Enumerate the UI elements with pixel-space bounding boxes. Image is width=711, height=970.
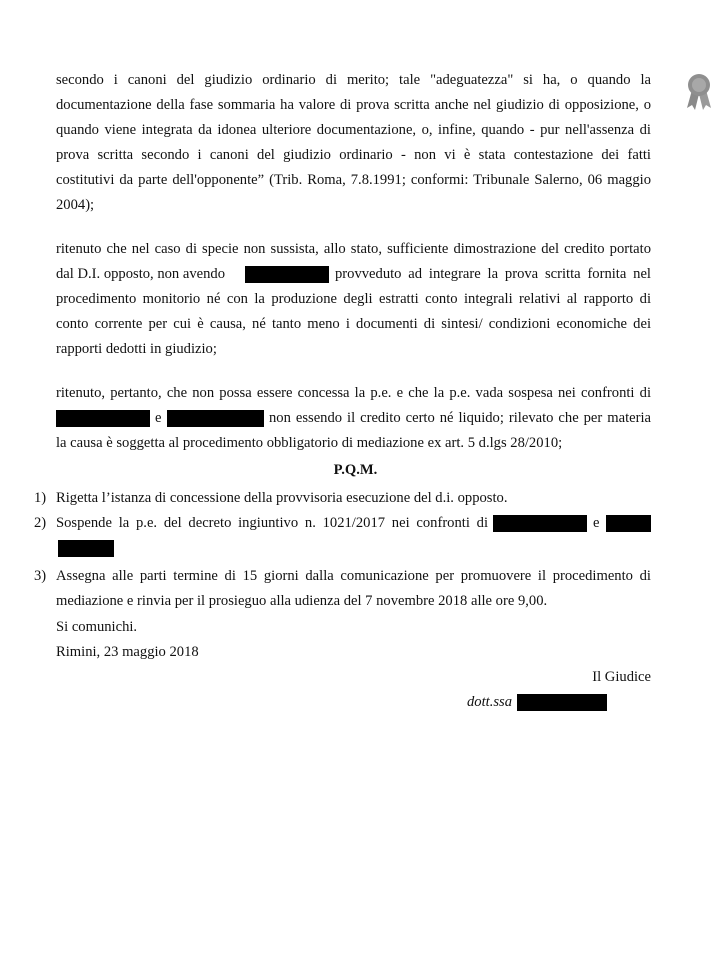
judge-prefix: dott.ssa (467, 694, 513, 710)
redacted-name (245, 266, 329, 283)
text-line: conto corrente per cui è causa, né tanto meno i documenti di sintesi/ condizioni economiche dei (56, 316, 651, 332)
text-line: dal D.I. opposto, non avendo (56, 266, 226, 282)
text-line: documentazione della fase sommaria ha valore di prova scritta anche nel giudizio di opposizione, o (56, 97, 651, 113)
text-line: secondo i canoni del giudizio ordinario di merito; tale "adeguatezza" si ha, o quando la (56, 72, 651, 88)
place-date: Rimini, 23 maggio 2018 (56, 644, 199, 660)
conjunction: e (593, 515, 600, 531)
closing-text: Si comunichi. (56, 619, 138, 635)
text-line: ritenuto che nel caso di specie non sussista, allo stato, sufficiente dimostrazione del credito portato (56, 241, 651, 257)
redacted-name (493, 515, 587, 532)
text-line: quando viene integrata da idonea ulteriore documentazione, o, infine, quando - pur nell'assenza di (56, 122, 651, 138)
item-text: Assegna alle parti termine di 15 giorni dalla comunicazione per promuovere il procedimento di (56, 568, 651, 584)
item-number: 2) (34, 515, 47, 531)
text-line: costitutivi da parte dell'opponente” (Trib. Roma, 7.8.1991; conformi: Tribunale Salerno, 06 maggio (56, 172, 651, 188)
section-heading: P.Q.M. (333, 462, 378, 478)
item-text: Rigetta l’istanza di concessione della provvisoria esecuzione del d.i. opposto. (56, 490, 508, 506)
conjunction: e (155, 410, 162, 426)
item-number: 3) (34, 568, 47, 584)
award-ribbon-icon (684, 72, 711, 112)
text-line: ritenuto, pertanto, che non possa essere concessa la p.e. e che la p.e. vada sospesa nei confronti di (56, 385, 651, 401)
redacted-judge-name (517, 694, 607, 711)
text-line: rapporti dedotti in giudizio; (56, 341, 217, 357)
item-text: mediazione e rinvia per il prosieguo alla udienza del 7 novembre 2018 alle ore 9,00. (56, 593, 548, 609)
item-text: Sospende la p.e. del decreto ingiuntivo n. 1021/2017 nei confronti di (56, 515, 488, 531)
redacted-name (606, 515, 651, 532)
text-line: provveduto ad integrare la prova scritta fornita nel (335, 266, 651, 282)
redacted-name (58, 540, 114, 557)
redacted-name (167, 410, 264, 427)
item-number: 1) (34, 490, 47, 506)
judge-title: Il Giudice (592, 669, 651, 685)
text-line: procedimento monitorio né con la produzione degli estratti conto integrali relativi al rapporto di (56, 291, 651, 307)
redacted-name (56, 410, 150, 427)
text-line: 2004); (56, 197, 95, 213)
text-line: la causa è soggetta al procedimento obbligatorio di mediazione ex art. 5 d.lgs 28/2010; (56, 435, 563, 451)
text-line: non essendo il credito certo né liquido; rilevato che per materia (269, 410, 651, 426)
text-line: prova scritta secondo i canoni del giudizio ordinario - non vi è stata contestazione dei fatti (56, 147, 651, 163)
